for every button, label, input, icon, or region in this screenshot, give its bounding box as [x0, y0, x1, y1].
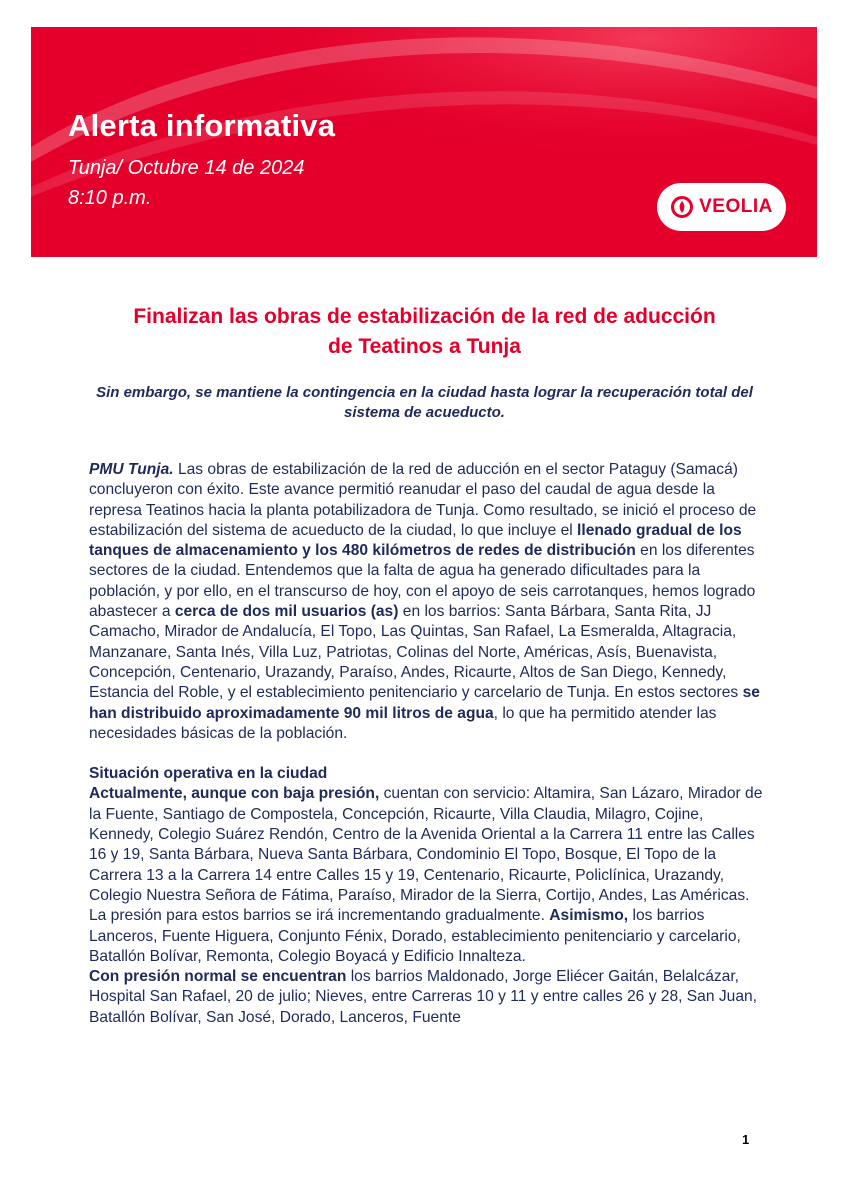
- section-title-text: Situación operativa en la ciudad: [89, 765, 328, 783]
- paragraph-intro: [89, 460, 769, 744]
- subheadline: [60, 383, 789, 423]
- subheadline-line-1: Sin embargo, se mantiene la contingencia en la ciudad hasta lograr la recuperación total del: [96, 384, 753, 401]
- headline: [60, 302, 789, 362]
- text-span: cuentan con servicio: Altamira, San Lázaro, Mirador de la Fuente, Santiago de Compostela, Concepción, Ricaurte, Villa Claudia, Milagro, Cojine, Kennedy, Colegio Suárez Rendón, Centro de la Avenida Oriental a la Carrera 11 entre las Calles 16 y 19, Santa Bárbara, Nueva Santa Bárbara, Condominio El Topo, Bosque, El Topo de la Carrera 13 a la Carrera 14 entre Calles 15 y 19, Centenario, Ricaurte, Policlínica, Urazandy, Colegio Nuestra Señora de Fátima, Paraíso, Mirador de la Sierra, Cortijo, Andes, Las Américas. La presión para estos barrios se irá incrementando gradualmente.: [89, 785, 763, 925]
- alert-title: Alerta informativa: [68, 108, 336, 143]
- paragraph-gap: [89, 744, 769, 764]
- text-span: los barrios Lanceros, Fuente Higuera, Conjunto Fénix, Dorado, establecimiento penitenciario y carcelario, Batallón Bolívar, Remonta, Colegio Boyacá y Edificio Innalteza.: [89, 907, 741, 965]
- headline-line-1: Finalizan las obras de estabilización de la red de aducción: [133, 305, 716, 328]
- text-span: , lo que ha permitido atender las necesidades básicas de la población.: [89, 704, 717, 742]
- header-banner: [31, 27, 817, 257]
- highlight-liters: se han distribuido aproximadamente 90 mil litros de agua: [89, 684, 760, 722]
- highlight-tanks: llenado gradual de los tanques de almacenamiento y los 480 kilómetros de redes de distribución: [89, 521, 742, 560]
- highlight-asimismo: Asimismo,: [549, 907, 629, 925]
- dateline: PMU Tunja.: [89, 461, 174, 478]
- paragraph-low-pressure: [89, 784, 769, 967]
- highlight-users: cerca de dos mil usuarios (as): [174, 603, 399, 621]
- alert-time: 8:10 p.m.: [68, 187, 152, 209]
- headline-line-2: de Teatinos a Tunja: [328, 335, 521, 358]
- veolia-logo: [657, 183, 786, 231]
- text-span: en los barrios: Santa Bárbara, Santa Rita, JJ Camacho, Mirador de Andalucía, El Topo, Las Quintas, San Rafael, La Esmeralda, Altagracia, Manzanare, Santa Inés, Villa Luz, Patriotas, Colinas del Norte, Américas, Asís, Buenavista, Concepción, Centenario, Urazandy, Paraíso, Andes, Ricaurte, Altos de San Diego, Kennedy, Estancia del Roble, y el establecimiento penitenciario y carcelario de Tunja. En estos sectores: [89, 603, 743, 702]
- veolia-logo-icon: [670, 195, 694, 219]
- text-span: los barrios Maldonado, Jorge Eliécer Gaitán, Belalcázar, Hospital San Rafael, 20 de julio; Nieves, entre Carreras 10 y 11 y entre calles 26 y 28, San Juan, Batallón Bolívar, San José, Dorado, Lanceros, Fuente: [89, 968, 758, 1026]
- veolia-logo-text: VEOLIA: [699, 196, 773, 217]
- paragraph-normal-pressure: [89, 967, 769, 1028]
- article-body: [89, 460, 769, 1028]
- section-title: [89, 764, 769, 784]
- subheadline-line-2: sistema de acueducto.: [344, 404, 505, 421]
- highlight-low-pressure: Actualmente, aunque con baja presión,: [89, 785, 380, 803]
- highlight-normal-pressure: Con presión normal se encuentran: [89, 968, 347, 986]
- alert-date: Tunja/ Octubre 14 de 2024: [68, 157, 305, 179]
- text-span: Las obras de estabilización de la red de aducción en el sector Pataguy (Samacá) concluyeron con éxito. Este avance permitió reanudar el paso del caudal de agua desde la represa Teatinos hacia la planta potabilizadora de Tunja. Como resultado, se inició el proceso de estabilización del sistema de acueducto de la ciudad, lo que incluye el: [89, 461, 757, 539]
- page-number: 1: [742, 1132, 750, 1147]
- text-span: en los diferentes sectores de la ciudad. Entendemos que la falta de agua ha generado dificultades para la población, y por ello, en el transcurso de hoy, con el apoyo de seis carrotanques, hemos logrado abastecer a: [89, 542, 756, 621]
